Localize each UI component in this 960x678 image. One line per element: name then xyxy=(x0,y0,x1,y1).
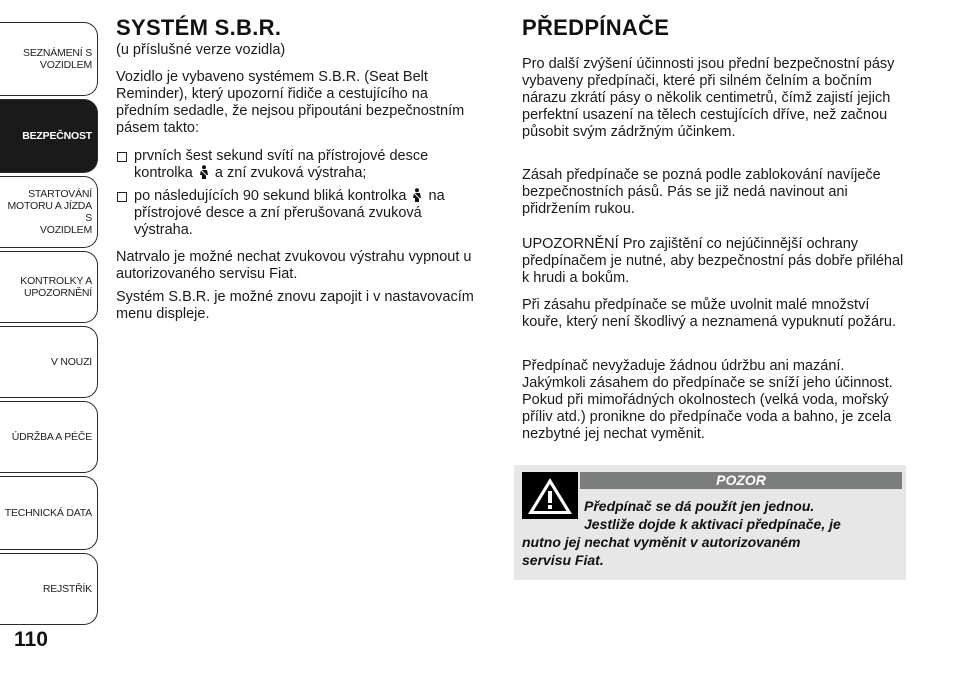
page-number: 110 xyxy=(14,628,48,651)
warning-line-4: servisu Fiat. xyxy=(522,552,604,568)
warning-header: POZOR xyxy=(580,472,902,489)
bullet-text: po následujících 90 sekund bliká kontrolka xyxy=(134,188,407,204)
warning-line-2: Jestliže dojde k aktivaci předpínače, je xyxy=(584,516,841,532)
sbr-intro: Vozidlo je vybaveno systémem S.B.R. (Seat Belt Reminder), který upozorní řidiče a cestujícího na předním sedadle, že nejsou připoutáni bezpečnostním pásem takto: xyxy=(116,69,465,136)
list-item xyxy=(116,188,478,239)
tab-v-nouzi[interactable]: V NOUZI xyxy=(0,326,98,398)
bullet-text: prvních šest sekund svítí na přístrojové desce kontrolka xyxy=(134,148,429,181)
predpinace-para-4: Při zásahu předpínače se může uvolnit malé množství kouře, který není škodlivý a neznamená vypuknutí požáru. xyxy=(522,297,896,330)
tab-rejstrik[interactable]: REJSTŘÍK xyxy=(0,553,98,625)
checkbox-bullet-icon xyxy=(117,192,127,202)
tab-technicka-data[interactable]: TECHNICKÁ DATA xyxy=(0,476,98,550)
sbr-para-2: Natrvalo je možné nechat zvukovou výstrahu vypnout u autorizovaného servisu Fiat. xyxy=(116,249,472,282)
sbr-subtitle: (u příslušné verze vozidla) xyxy=(116,42,286,58)
warning-line-3: nutno jej nechat vyměnit v autorizovaném xyxy=(522,534,801,550)
predpinace-para-3: UPOZORNĚNÍ Pro zajištění co nejúčinnější ochrany předpínačem je nutné, aby bezpečnostní pás dobře přiléhal k hrudi a bokům. xyxy=(522,236,904,286)
tab-udrzba[interactable]: ÚDRŽBA A PÉČE xyxy=(0,401,98,473)
sbr-bullet-list xyxy=(116,148,478,245)
tab-startovani[interactable]: STARTOVÁNÍ MOTORU A JÍZDA S VOZIDLEM xyxy=(0,176,98,248)
predpinace-para-5: Předpínač nevyžaduje žádnou údržbu ani mazání. Jakýmkoli zásahem do předpínače se sníží jeho účinnost. Pokud při mimořádných okolnostech (velká voda, mořský příliv atd.) pronikne do předpínače voda a bahno, je zcela nezbytné jej nechat vyměnit. xyxy=(522,358,893,442)
sbr-para-3: Systém S.B.R. je možné znovu zapojit i v nastavovacím menu displeje. xyxy=(116,289,474,322)
list-item xyxy=(116,148,478,182)
predpinace-para-2: Zásah předpínače se pozná podle zablokování navíječe bezpečnostních pásů. Pás se již nedá navinout ani přidržením rukou. xyxy=(522,167,881,217)
warning-line-1: Předpínač se dá použít jen jednou. xyxy=(584,498,815,514)
seatbelt-warning-icon xyxy=(412,188,422,202)
seatbelt-warning-icon xyxy=(199,165,209,179)
bullet-text: na přístrojové desce a zní přerušovaná zvuková výstraha. xyxy=(134,188,445,238)
tab-bezpecnost[interactable]: BEZPEČNOST xyxy=(0,99,98,173)
predpinace-title: PŘEDPÍNAČE xyxy=(522,15,670,40)
warning-triangle-icon xyxy=(522,472,578,519)
checkbox-bullet-icon xyxy=(117,152,127,162)
predpinace-para-1: Pro další zvýšení účinnosti jsou přední bezpečnostní pásy vybaveny předpínači, které při silném čelním a bočním nárazu zkrátí pásy o několik centimetrů, čímž zajistí jejich perfektní usazení na tělech cestujících dříve, než začnou působit svým zádržným účinkem. xyxy=(522,56,895,140)
sbr-title: SYSTÉM S.B.R. xyxy=(116,15,282,40)
bullet-text: a zní zvuková výstraha; xyxy=(214,165,367,181)
tab-seznameni[interactable]: SEZNÁMENÍ S VOZIDLEM xyxy=(0,22,98,96)
tab-kontrolky[interactable]: KONTROLKY A UPOZORNĚNÍ xyxy=(0,251,98,323)
